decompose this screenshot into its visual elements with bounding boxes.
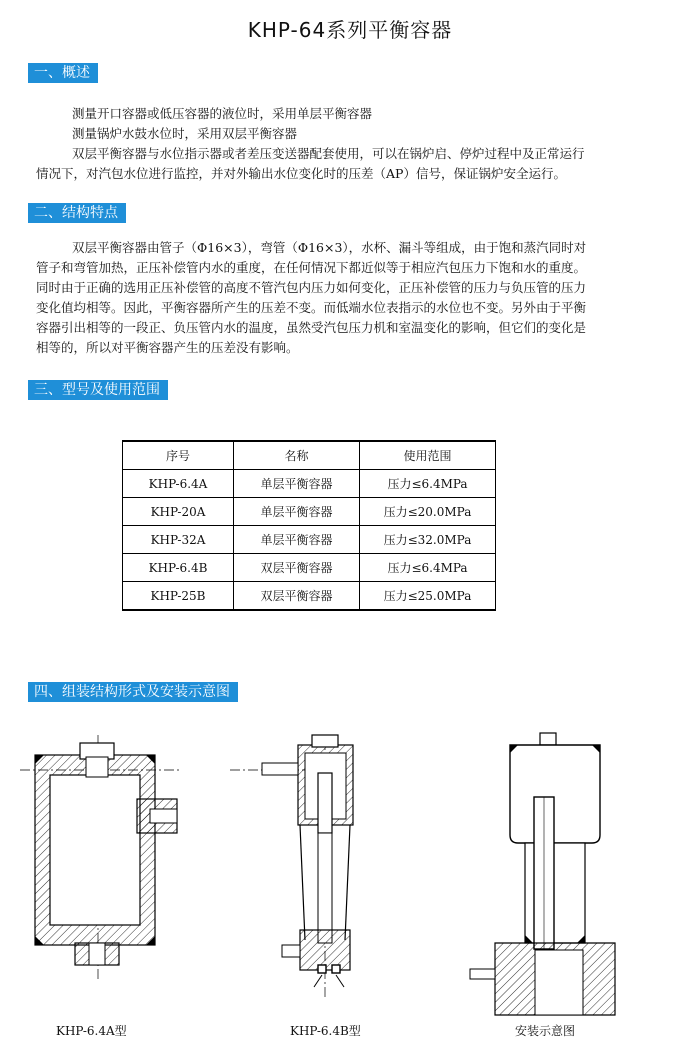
table-cell: 压力≤6.4MPa <box>360 470 496 498</box>
table-header-row <box>123 441 496 470</box>
overview-line-3: 双层平衡容器与水位指示器或者差压变送器配套使用，可以在锅炉启、停炉过程中及正常运行 <box>72 146 585 161</box>
table-cell: 压力≤6.4MPa <box>360 554 496 582</box>
table-row <box>123 526 496 554</box>
overview-text <box>36 104 666 184</box>
page-title: KHP-64系列平衡容器 <box>247 18 453 42</box>
features-line-3: 同时由于正确的选用正压补偿管的高度不管汽包内压力如何变化，正压补偿管的压力与负压管的压力 <box>36 280 587 295</box>
drawing-installation <box>470 733 615 1015</box>
table-cell: KHP-32A <box>123 526 234 554</box>
features-line-6: 相等的，所以对平衡容器产生的压差没有影响。 <box>36 340 299 355</box>
features-line-5: 容器引出相等的一段正、负压管内水的温度，虽然受汽包压力机和室温变化的影响，但它们的变化是 <box>36 320 587 335</box>
section-heading-overview: 一、概述 <box>28 63 98 83</box>
table-row <box>123 498 496 526</box>
features-line-1: 双层平衡容器由管子（Φ16×3），弯管（Φ16×3），水杯、漏斗等组成，由于饱和蒸汽同时对 <box>72 240 587 255</box>
caption-khp-6-4b: KHP-6.4B型 <box>290 1024 361 1038</box>
table-row <box>123 470 496 498</box>
table-cell: KHP-6.4A <box>123 470 234 498</box>
drawing-khp-6-4a <box>20 735 180 980</box>
table-cell: 单层平衡容器 <box>234 470 360 498</box>
table-header-cell: 名称 <box>234 441 360 470</box>
features-line-2: 管子和弯管加热，正压补偿管内水的重度，在任何情况下都近似等于相应汽包压力下饱和水的重度。 <box>36 260 587 275</box>
table-row <box>123 582 496 611</box>
table-cell: KHP-6.4B <box>123 554 234 582</box>
table-header-cell: 序号 <box>123 441 234 470</box>
table-cell: 压力≤25.0MPa <box>360 582 496 611</box>
section-heading-features: 二、结构特点 <box>28 203 126 223</box>
table-row <box>123 554 496 582</box>
drawing-khp-6-4b <box>230 735 353 1000</box>
table-cell: KHP-25B <box>123 582 234 611</box>
features-text <box>36 238 676 358</box>
caption-khp-6-4a: KHP-6.4A型 <box>56 1024 127 1038</box>
section-heading-assembly: 四、组装结构形式及安装示意图 <box>28 682 238 702</box>
table-cell: 压力≤32.0MPa <box>360 526 496 554</box>
overview-line-1: 测量开口容器或低压容器的液位时，采用单层平衡容器 <box>72 106 373 121</box>
table-cell: KHP-20A <box>123 498 234 526</box>
overview-line-4: 情况下，对汽包水位进行监控，并对外输出水位变化时的压差（AP）信号，保证锅炉安全运行。 <box>36 166 566 181</box>
model-table <box>122 440 496 611</box>
section-heading-models: 三、型号及使用范围 <box>28 380 168 400</box>
table-cell: 单层平衡容器 <box>234 526 360 554</box>
table-cell: 双层平衡容器 <box>234 582 360 611</box>
features-line-4: 变化值均相等。因此，平衡容器所产生的压差不变。而低端水位表指示的水位也不变。另外由于平衡 <box>36 300 587 315</box>
assembly-drawings <box>0 725 700 1025</box>
caption-installation: 安装示意图 <box>515 1024 576 1038</box>
table-cell: 单层平衡容器 <box>234 498 360 526</box>
overview-line-2: 测量锅炉水鼓水位时，采用双层平衡容器 <box>72 126 298 141</box>
table-cell: 双层平衡容器 <box>234 554 360 582</box>
table-header-cell: 使用范围 <box>360 441 496 470</box>
table-cell: 压力≤20.0MPa <box>360 498 496 526</box>
